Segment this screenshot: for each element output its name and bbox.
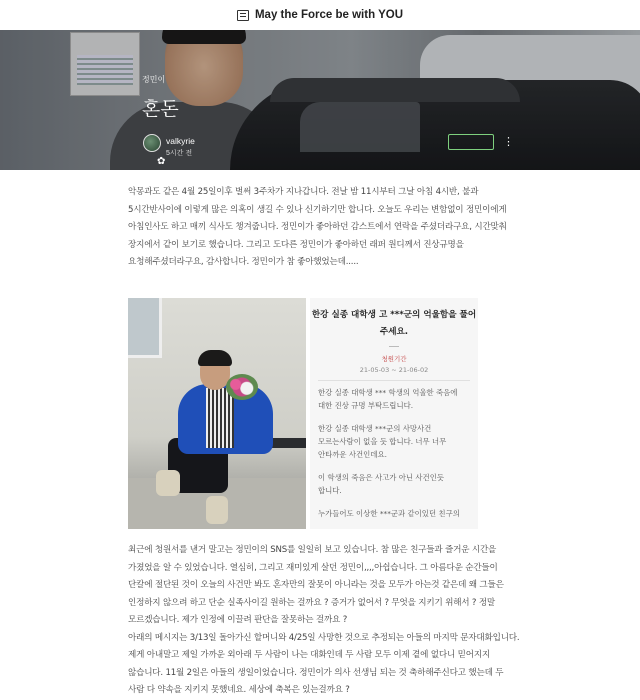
author-name[interactable]: valkyrie [166,136,195,146]
paragraph: 아래의 메시지는 3/13일 돌아가신 할머니와 4/25일 사망한 것으로 추정되는 아들의 마지막 문자대화입니다. 제게 아내말고 제일 가까운 외아래 두 사람이 나는 대화인데 두 사람 모두 이제 곁에 없다니 믿어지지 않습니다. 11월 2일은 아들의 생일이었습니다. 정민이가 의사 선생님 되는 것 축하해주신다고 했는데 두 사람 다 약속을 지키지 못했네요. 세상에 축복은 있는걸까요 ? [128,632,520,695]
paragraph: 최근에 청원서를 낸거 말고는 정민이의 SNS를 일일히 보고 있습니다. 참 많은 친구들과 즐거운 시간을 가졌었을 알 수 있었습니다. 열심히, 그리고 재미있게 살던 정민이,,,,아쉽습니다. 그 아름다운 순간들이 단칼에 절단된 것이 오늘의 사건만 봐도 혼자만의 잘못이 아니라는 것을 모두가 아는것 같은데 왜 그들은 인정하지 않으려 하고 단순 실족사이길 원하는 걸까요 ? 증거가 없어서 ? 무엇을 지키기 위해서 ? 정말 모르겠습니다. 제가 인정에 이끌려 판단을 잘못하는 걸까요 ? [128,545,504,625]
avatar[interactable] [143,134,161,152]
hero-overlay [0,30,640,170]
post-title: 혼돈 [142,98,179,120]
photo-shoe [156,470,180,496]
post-photo [128,298,306,529]
post-category[interactable]: 정민이 [142,75,166,84]
photo-shoe [206,496,228,524]
divider [389,346,399,347]
petition-paragraph: 이 학생의 죽음은 사고가 아닌 사건인듯 합니다. [318,473,444,495]
petition-period: 21-05-03 ~ 21-06-02 [359,366,429,374]
post-body-bottom [128,542,520,700]
photo-person-hair [198,350,232,366]
petition-screenshot [310,298,478,529]
petition-paragraph: 한강 실종 대학생 *** 학생의 억울한 죽음에 대한 진상 규명 부탁드립니다. [318,388,458,410]
top-bar [0,0,640,30]
petition-paragraph: 누가들어도 이상한 ***군과 같이있던 친구의 [318,509,460,518]
badge-icon: ✿ [157,156,166,167]
subscribe-button[interactable] [448,134,494,150]
divider [318,380,470,381]
petition-period-label: 청원기간 [381,355,407,363]
more-vertical-icon[interactable]: ⋮ [503,135,514,148]
petition-title: 한강 실종 대학생 고 ***군의 억울함을 풀어주세요. [311,310,477,337]
paragraph: 악몽과도 같은 4월 25일이후 벌써 3주차가 지나갑니다. 전날 밤 11시부터 그날 아침 4시반, 불과 5시간반사이에 이렇게 많은 의혹이 생길 수 있나 신기하기만 합니다. 오늘도 우리는 변함없이 정민이에게 아침인사도 하고 매끼 식사도 챙겨줍니다. 정민이가 좋아하던 감스트에서 연락을 주셨더라구요, 시간맞춰 장지에서 같이 보기로 했습니다. 그리고 도다른 정민이가 좋아하던 래퍼 원디께서 진상규명을 요청해주셨더라구요, 감사합니다. 정민이가 참 좋아했었는데..... [128,187,507,267]
photo-window [128,298,162,358]
hero-banner [0,30,640,170]
photo-flowers [226,374,258,400]
photo-person-shirt [206,388,234,448]
petition-paragraph: 한강 실종 대학생 ***군의 사망사건 모르는사람이 없을 듯 합니다. 너무 너무 안타까운 사건인데요. [318,424,447,459]
menu-icon[interactable] [237,10,249,21]
blog-title[interactable]: May the Force be with YOU [254,9,404,21]
post-body-top [128,184,518,272]
petition-body [318,386,470,529]
post-time: 5시간 전 [166,150,193,157]
